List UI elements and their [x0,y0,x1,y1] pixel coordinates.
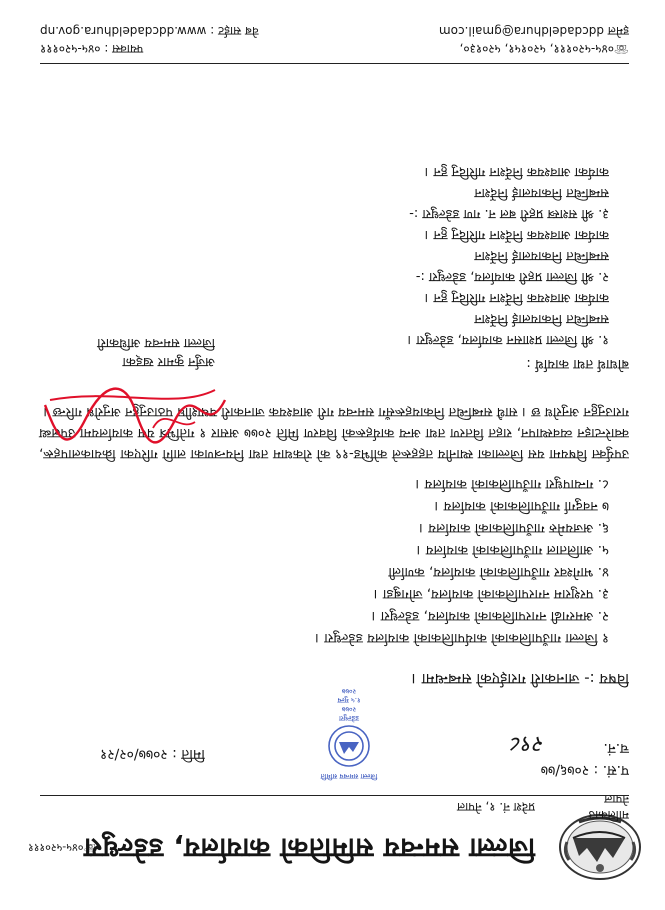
seal-text: १.५ मुल्य [337,696,361,704]
province-label: प्रदेश नं. १, नेपाल [456,800,535,814]
recipient-item: ७ नवदुर्गा गाउँपालिकाको कार्यालय । [434,498,609,514]
dispatch-number-label: च.नं. [603,740,629,756]
seal-text: २०७७ [341,687,357,695]
headquarters-label: मालिकाउ [588,808,629,822]
header-divider [40,795,629,796]
recipient-item: ८. गन्यापधुरा गाउँपालिकाको कार्यालय । [415,476,609,492]
footer-email: इमेल ddcdadeldhura@gmail.com [438,24,629,38]
copy-to-item: कार्यका आवश्यक निर्देशन गरिदिनु हुन । [424,227,609,242]
letter-body-paragraph: उपर्युक्त विषयमा यस जिल्लाका स्थानीय तहहरूले कोभिड-१९ को रोकथाम तथा नियन्त्रणका लागि गरिएका क्रियाकलापहरू, क्वारेन्टाइन व्यवस्थापन, राहत वितरण तथा अन्य कार्यहरूको विवरण मिति २०७७ असार १ गतेभित्र यस कार्यालयमा उपलब्ध गराउनुहुन अनुरोध छ । साथै सम्बन्धित निकायहरूसँग समन्वय गरी आवश्यक जानकारी यथाशीघ्र पठाउनुहुन अनुरोध गरिन्छ । [39,404,629,461]
office-title: जिल्ला समन्वय समितिको कार्यालय, डडेल्धुरा [83,832,535,863]
copy-to-item: २. श्री जिल्ला प्रहरी कार्यालय, डडेल्धुरा :- [415,269,609,284]
letter-date: मिति : २०७७/०२/२१ [100,746,205,762]
office-seal-stamp [301,686,397,782]
recipient-item: ६. अजयमेरु गाउँपालिकाको कार्यालय । [418,520,609,536]
recipient-item: ४. भागेश्वर गाउँपालिकाको कार्यालय, कर्णाली [388,564,609,580]
dispatch-number-handwritten: २९८ [510,731,545,756]
copy-to-item: सम्बन्धित निकायलाई निर्देशन [474,248,609,263]
seal-text: जिल्ला समन्वय समिति [320,772,378,780]
recipient-item: १ जिल्ला गाउँपालिकाको कार्यपालिकाको कार्यालय डडेल्धुरा । [314,630,609,646]
recipient-item: २. अमरगढी नगरपालिकाको कार्यालय, डडेल्धुरा । [371,608,609,624]
copy-to-item: १. श्री जिल्ला प्रशासन कार्यालय, डडेल्धुरा । [407,332,609,347]
signatory-name: अर्जुन कुमार खड्का [122,354,215,369]
copy-to-item: ३. श्री सशस्त्र प्रहरी बल न. गण डडेल्धुरा :- [409,206,609,221]
copy-to-label: बोधार्थ तथा कार्यार्थ : [526,356,629,372]
copy-to-item: कार्यका आवश्यक निर्देशन गरिदिनु हुन । [424,164,609,179]
copy-to-item: सम्बन्धित निकायलाई निर्देशन [474,185,609,200]
recipient-item: ५. आलिताल गाउँपालिकाको कार्यालय । [416,542,609,558]
copy-to-item: कार्यका आवश्यक निर्देशन गरिदिनु हुन । [424,290,609,305]
header-phone-number: ☏०४५-५२०१११ [28,841,98,854]
footer-website: वेब साईट : www.ddcdadeldhura.gov.np [40,24,259,38]
signature [35,376,235,450]
footer-fax: फ्याक्स : ०४५-५२०१११ [40,42,144,56]
footer-divider [40,63,629,64]
copy-to-item: सम्बन्धित निकायलाई निर्देशन [474,311,609,326]
seal-text: २०७७ [341,705,357,713]
country-label: नेपाल [604,792,629,806]
signatory-title: जिल्ला समन्वय अधिकारी [97,335,215,350]
footer-phones: ☏०४५-५२०१११, ५२०१५१, ५२०१३०, [459,42,629,56]
letter-subject: विषय :- जानकारी गराईएको सम्बन्धमा । [411,670,629,688]
seal-text: डडेल्धुरा [339,714,359,722]
reference-number: प.सं. : २०७६/७७ [540,762,629,778]
recipient-item: ३. परशुराम नगरपालिकाको कार्यालय, जोगबुडा । [373,586,609,602]
